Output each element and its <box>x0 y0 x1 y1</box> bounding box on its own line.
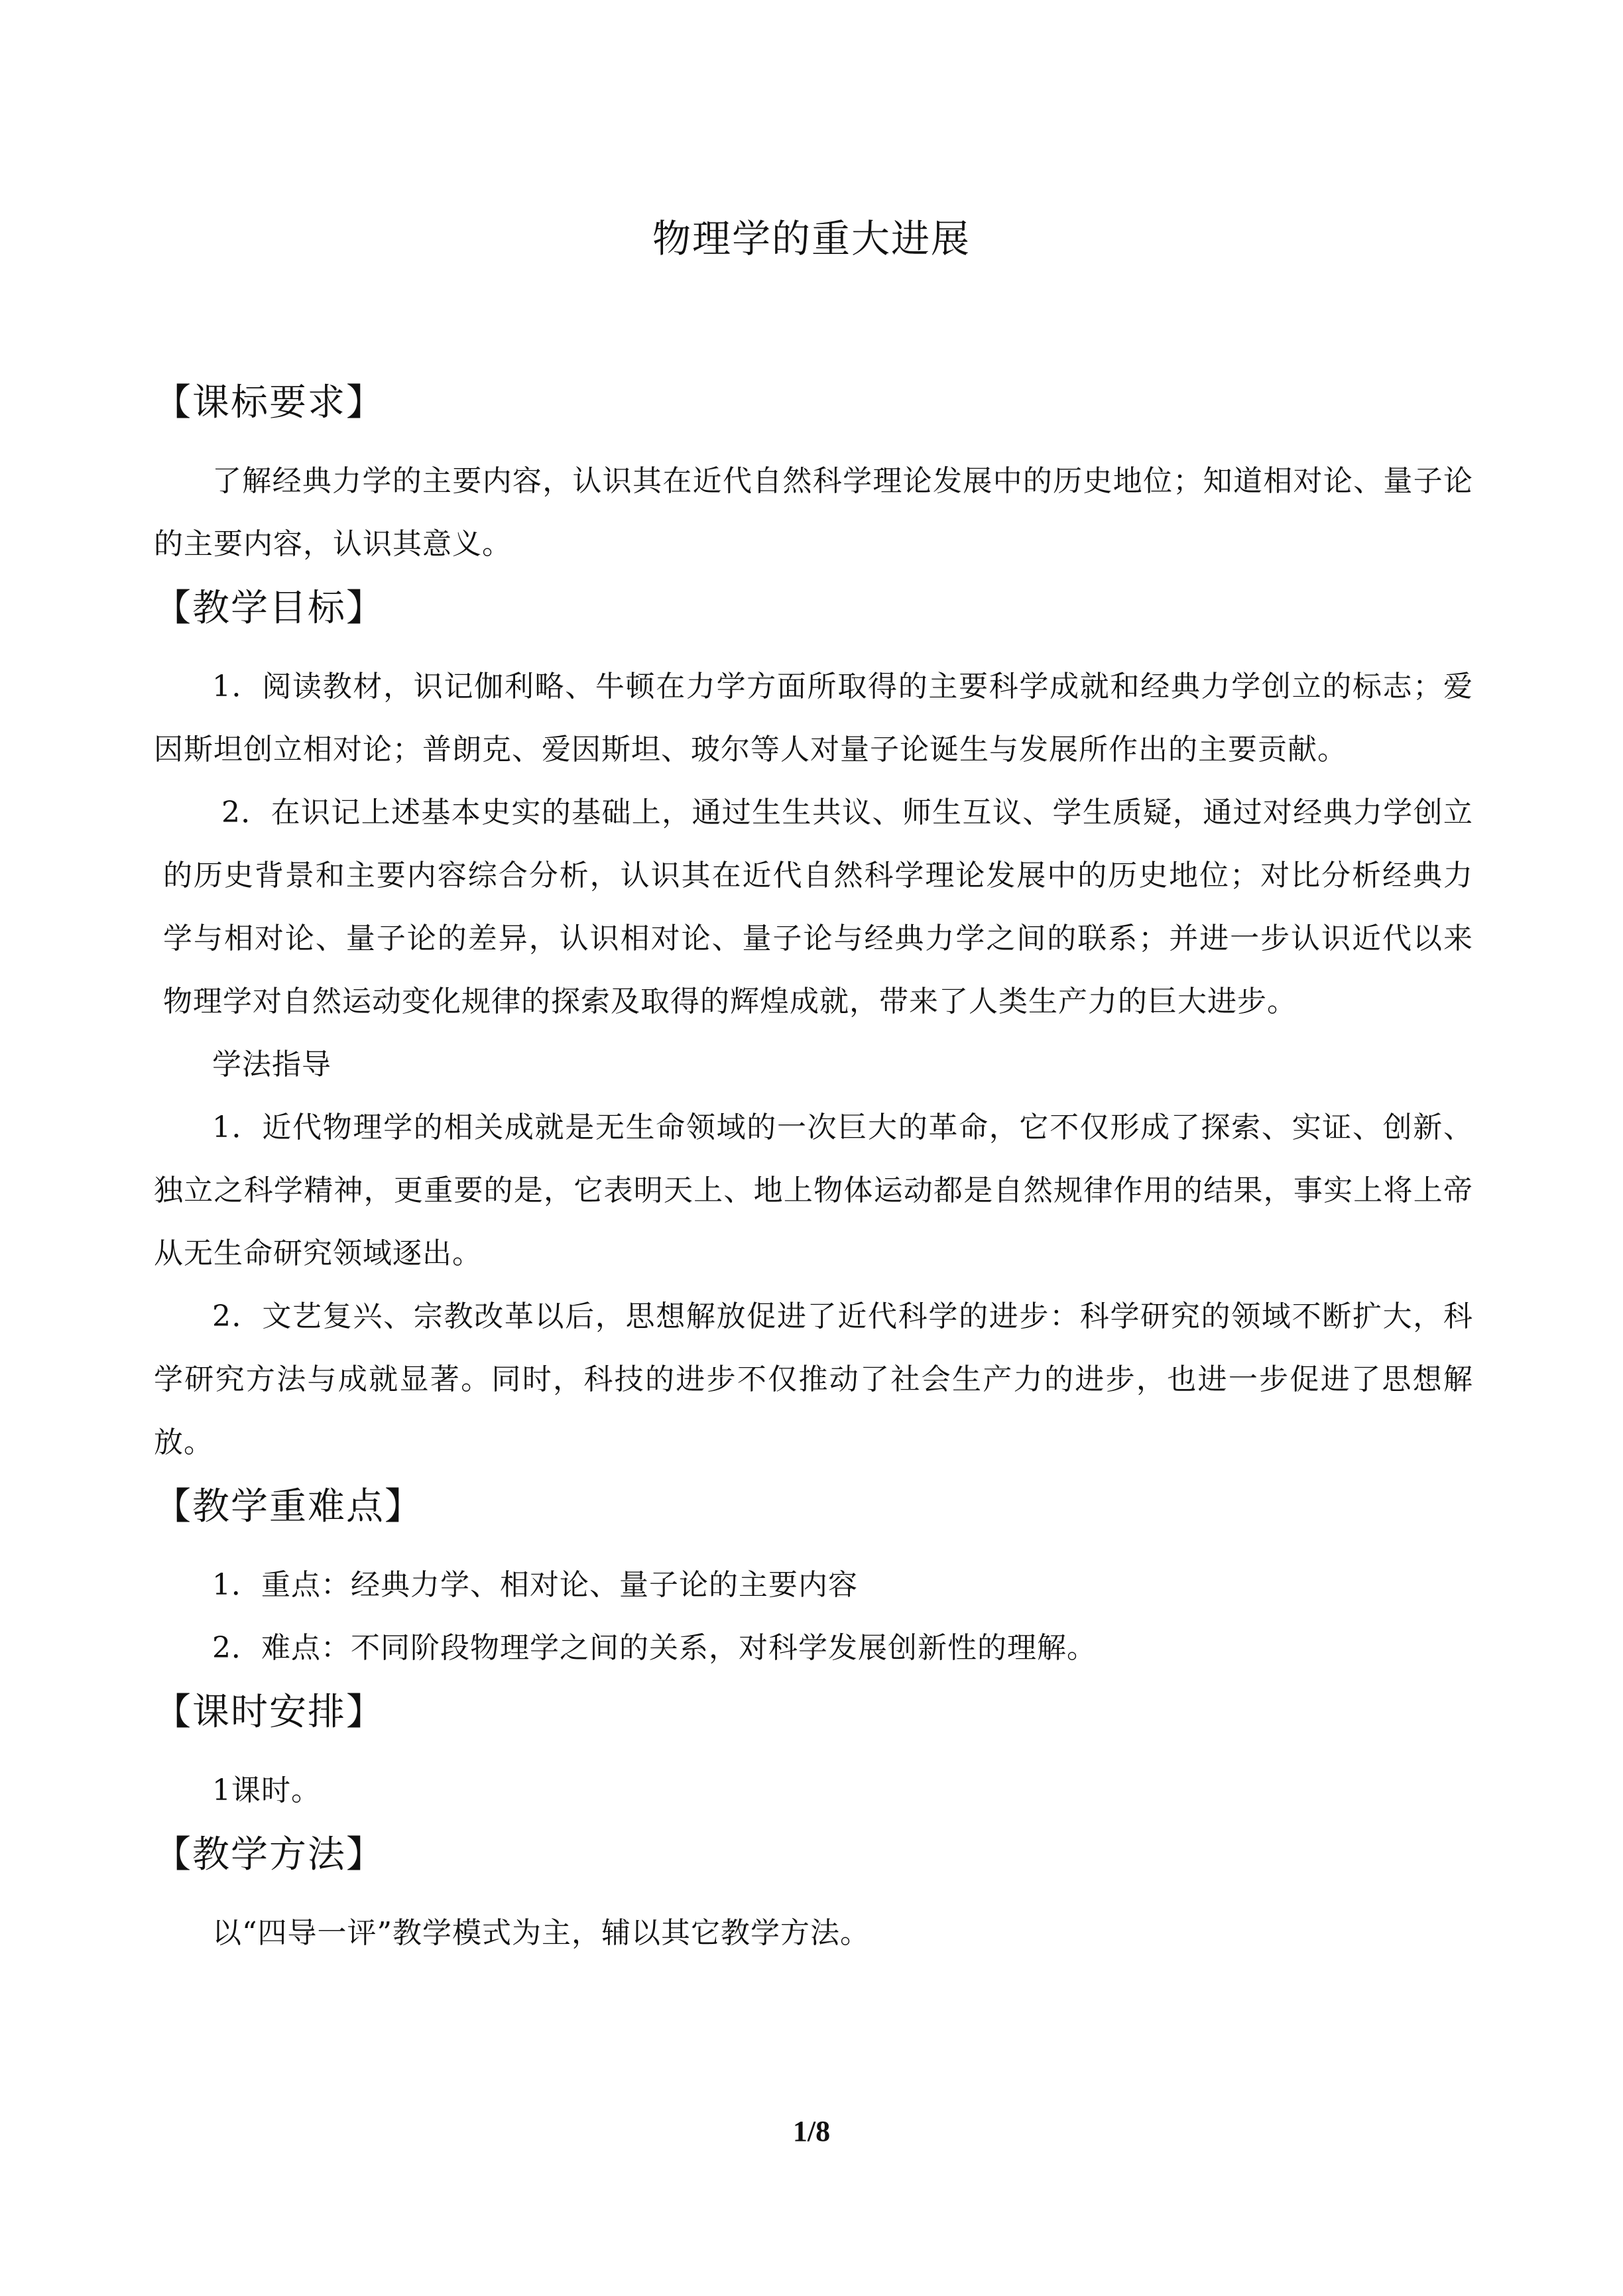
paragraph: 2．文艺复兴、宗教改革以后，思想解放促进了近代科学的进步：科学研究的领域不断扩大，科学研究方法与成就显著。同时，科技的进步不仅推动了社会生产力的进步，也进一步促进了思想解放。 <box>154 1299 1473 1459</box>
document-body <box>154 371 1473 1964</box>
section-key-points <box>154 1474 1473 1679</box>
section-schedule <box>154 1679 1473 1822</box>
section-heading: 【课标要求】 <box>154 381 385 424</box>
paragraph: 2．难点：不同阶段物理学之间的关系，对科学发展创新性的理解。 <box>212 1631 1097 1665</box>
section-teaching-methods <box>154 1822 1473 1964</box>
section-heading: 【教学方法】 <box>154 1833 385 1876</box>
subheading-study-guide: 学法指导 <box>212 1048 331 1081</box>
document-title: 物理学的重大进展 <box>652 216 971 261</box>
page-number: 1/8 <box>792 2115 831 2147</box>
section-heading: 【课时安排】 <box>154 1691 385 1734</box>
section-teaching-objectives <box>154 575 1473 1474</box>
section-heading: 【教学重难点】 <box>154 1485 423 1528</box>
paragraph: 1．近代物理学的相关成就是无生命领域的一次巨大的革命，它不仅形成了探索、实证、创新、独立之科学精神，更重要的是，它表明天上、地上物体运动都是自然规律作用的结果，事实上将上帝从无生命研究领域逐出。 <box>154 1111 1473 1270</box>
paragraph: 1课时。 <box>212 1774 321 1807</box>
paragraph: 1．阅读教材，识记伽利略、牛顿在力学方面所取得的主要科学成就和经典力学创立的标志；爱因斯坦创立相对论；普朗克、爱因斯坦、玻尔等人对量子论诞生与发展所作出的主要贡献。 <box>154 670 1473 766</box>
paragraph: 以“四导一评”教学模式为主，辅以其它教学方法。 <box>212 1916 870 1950</box>
section-course-standard <box>154 371 1473 575</box>
paragraph: 了解经典力学的主要内容，认识其在近代自然科学理论发展中的历史地位；知道相对论、量子论的主要内容，认识其意义。 <box>154 464 1473 561</box>
paragraph: 1．重点：经典力学、相对论、量子论的主要内容 <box>212 1568 858 1602</box>
paragraph: 2．在识记上述基本史实的基础上，通过生生共议、师生互议、学生质疑，通过对经典力学创立的历史背景和主要内容综合分析，认识其在近代自然科学理论发展中的历史地位；对比分析经典力学与相对论、量子论的差异，认识相对论、量子论与经典力学之间的联系；并进一步认识近代以来物理学对自然运动变化规律的探索及取得的辉煌成就，带来了人类生产力的巨大进步。 <box>163 796 1473 1018</box>
section-heading: 【教学目标】 <box>154 587 385 630</box>
